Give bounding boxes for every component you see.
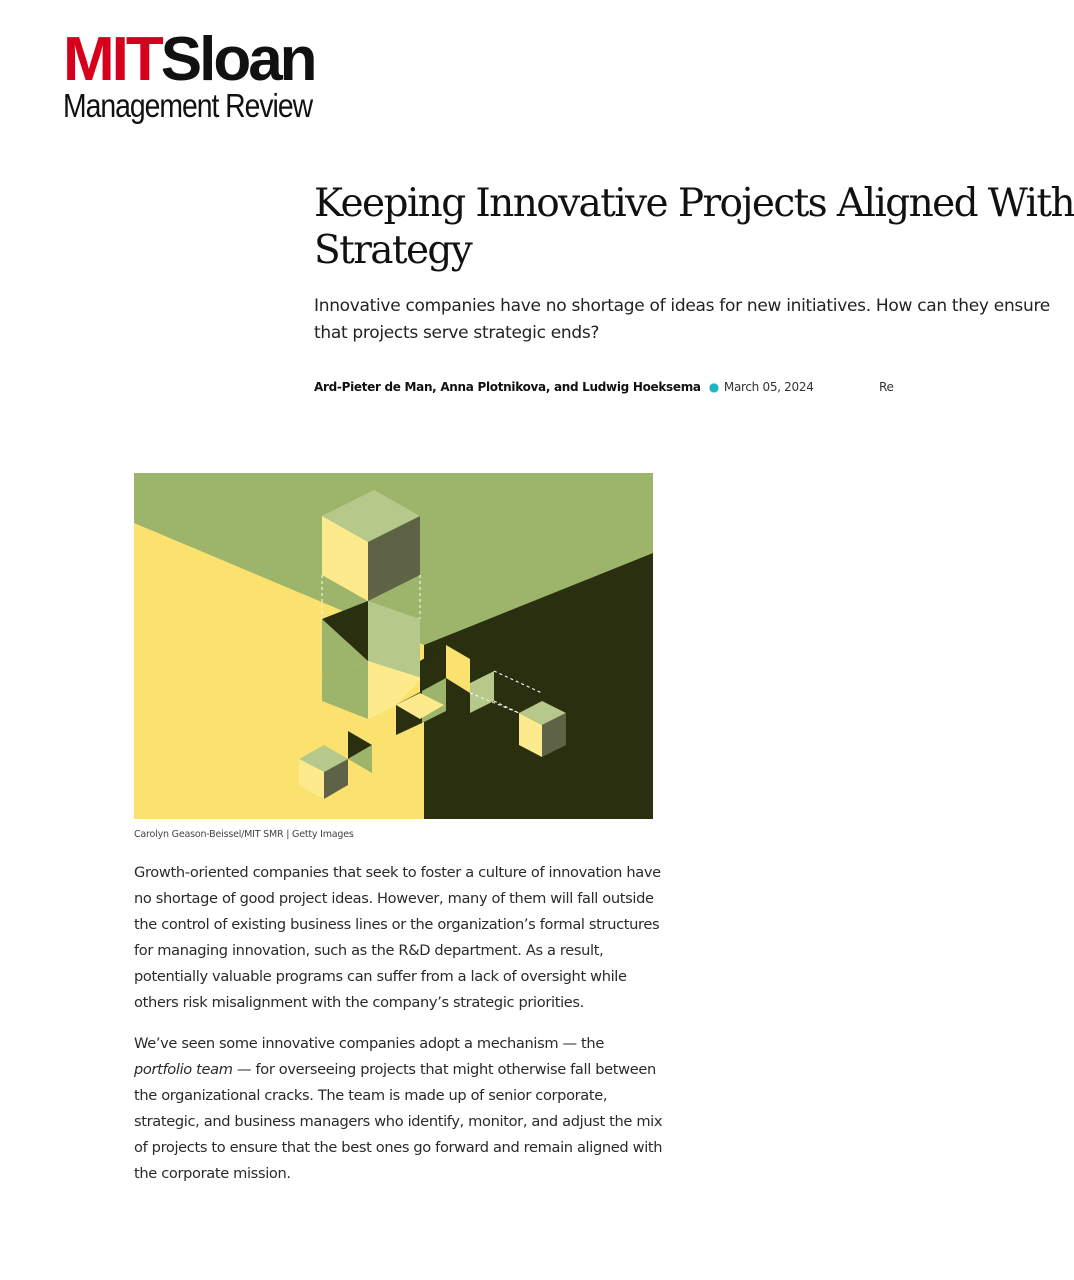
paragraph-2-part-2: — for overseeing projects that might otherwise fall between the organizational cracks. The team is made up of senior corporate, strategic, and business managers who identify, monitor, and adjust the mix of projects to ensure that the best ones go forward and remain aligned with the corporate mission. (134, 1061, 663, 1182)
article-header (314, 180, 1074, 410)
reading-time: Re (879, 380, 894, 394)
byline (314, 379, 1074, 395)
article-body (134, 860, 664, 1202)
logo-wordmark (63, 25, 393, 94)
authors[interactable]: Ard-Pieter de Man, Anna Plotnikova, and Ludwig Hoeksema (314, 380, 701, 394)
portfolio-team-term: portfolio team (134, 1061, 233, 1078)
logo-mit: MIT (63, 25, 161, 94)
dot-separator-icon: ● (708, 380, 719, 394)
article-title: Keeping Innovative Projects Aligned With Strategy (314, 181, 1074, 273)
mit-sloan-logo[interactable] (63, 25, 393, 124)
logo-subtitle: Management Review (63, 87, 313, 124)
paragraph-2-part-1: We’ve seen some innovative companies adopt a mechanism — the (134, 1035, 604, 1052)
hero-image (134, 473, 653, 819)
article-subtitle: Innovative companies have no shortage of ideas for new initiatives. How can they ensure that projects serve strategic ends? (314, 296, 1050, 343)
paragraph-1: Growth-oriented companies that seek to foster a culture of innovation have no shortage of good project ideas. However, many of them will fall outside the control of existing business lines or the organization’s formal structures for managing innovation, such as the R&D department. As a result, potentially valuable programs can suffer from a lack of oversight while others risk misalignment with the company’s strategic priorities. (134, 864, 661, 1011)
paragraph-2 (134, 1031, 664, 1187)
logo-sloan: Sloan (160, 25, 315, 94)
image-credit: Carolyn Geason-Beissel/MIT SMR | Getty Images (134, 829, 354, 840)
publish-date: March 05, 2024 (723, 380, 814, 394)
isometric-cubes-illustration (134, 473, 653, 819)
